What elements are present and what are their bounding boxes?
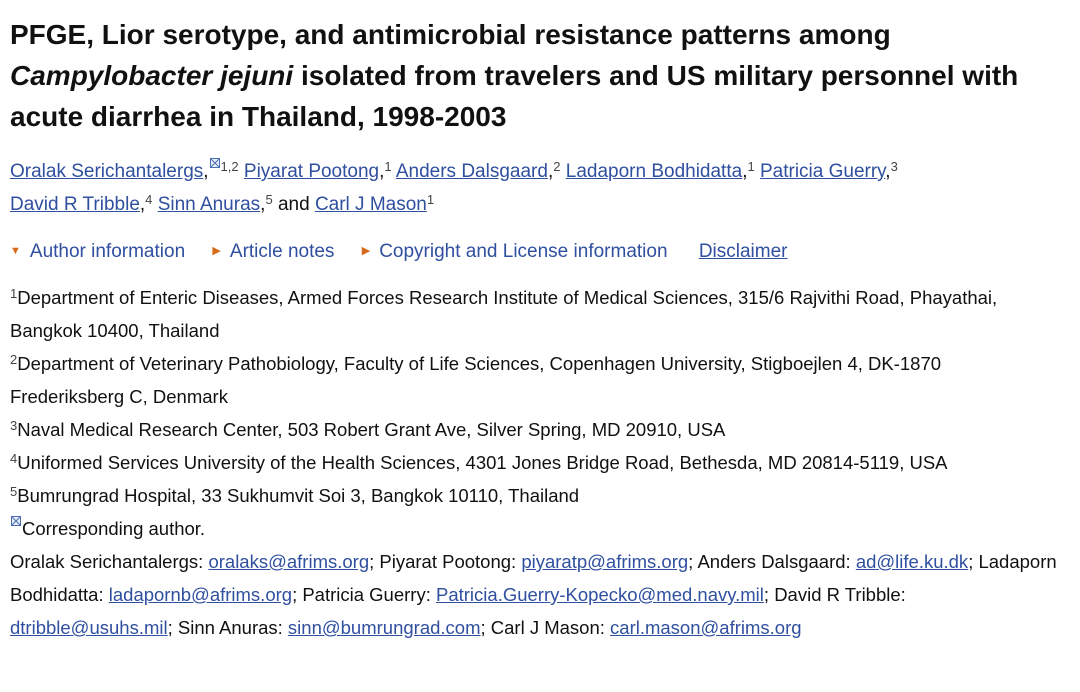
email-link[interactable]: dtribble@usuhs.mil [10, 617, 168, 638]
affiliation: $^1$Department of Enteric Diseases, Armed Forces Research Institute of Medical Sciences, 315/6 Rajvithi Road, Phayathai, Bangkok 10400, Thailand [10, 286, 998, 341]
title-part-2: isolated from travelers and US military personnel with acute diarrhea in Thailand, 1998-2003 [10, 60, 1019, 132]
affiliation: $^5$Bumrungrad Hospital, 33 Sukhumvit Soi 3, Bangkok 10110, Thailand [10, 484, 580, 506]
author-list: Oralak Serichantalergs, $^{1,2}$ Piyarat Pootong,$^1$ Anders Dalsgaard,$^2$ Ladaporn Bodhidatta,$^1$ Patricia Guerry,$^3$ David R Tribble,$^4$ Sinn Anuras,$^5$ and Carl J Mason$^1$ [10, 159, 898, 215]
affiliations-section [10, 281, 1070, 644]
email-link[interactable]: ladapornb@afrims.org [108, 584, 293, 605]
affiliation-number: 5 [10, 484, 18, 499]
article-title [10, 14, 1060, 137]
expand-triangle-right-icon: ▶ [212, 245, 221, 257]
mail-icon[interactable] [210, 158, 220, 168]
author-affil-sup: 1 [747, 159, 755, 174]
expand-triangle-right-icon: ▶ [361, 245, 371, 257]
author-link[interactable]: David R Tribble [10, 194, 140, 215]
affiliation-number: 2 [10, 352, 18, 367]
email-link[interactable]: sinn@bumrungrad.com [287, 617, 481, 638]
affiliation: $^2$Department of Veterinary Pathobiology, Faculty of Life Sciences, Copenhagen University, Stigboejlen 4, DK-1870 Frederiksberg C, Denmark [10, 352, 942, 407]
disclaimer-link[interactable]: Disclaimer [698, 241, 788, 262]
copyright-toggle[interactable]: ▶ Copyright and License information [362, 241, 668, 262]
affiliation-number: 1 [10, 286, 18, 301]
author-affil-sup: 4 [145, 192, 153, 207]
author-affil-sup: 2 [553, 159, 561, 174]
email-link[interactable]: Patricia.Guerry-Kopecko@med.navy.mil [436, 584, 764, 605]
affiliation: $^4$Uniformed Services University of the Health Sciences, 4301 Jones Bridge Road, Bethesda, MD 20814-5119, USA [10, 451, 948, 473]
author-link[interactable]: Sinn Anuras [157, 194, 261, 215]
author-link[interactable]: Oralak Serichantalergs [10, 161, 204, 182]
affiliation-number: 4 [10, 451, 18, 466]
author-link[interactable]: Carl J Mason [314, 194, 427, 215]
expand-triangle-down-icon: ▼ [10, 245, 21, 257]
mail-icon [11, 516, 21, 526]
title-part-1: PFGE, Lior serotype, and antimicrobial resistance patterns among [10, 19, 891, 50]
email-link[interactable]: piyaratp@afrims.org [521, 551, 689, 572]
author-affil-sup: 1 [384, 159, 392, 174]
affiliation-number: 3 [10, 418, 18, 433]
article-info-bar [10, 236, 1070, 267]
author-affil-sup: 1,2 [220, 159, 239, 174]
affiliation: $^3$Naval Medical Research Center, 503 Robert Grant Ave, Silver Spring, MD 20910, USA [10, 418, 726, 440]
email-link[interactable]: oralaks@afrims.org [208, 551, 370, 572]
author-link[interactable]: Patricia Guerry [759, 161, 886, 182]
title-species: Campylobacter jejuni [10, 60, 294, 91]
email-link[interactable]: carl.mason@afrims.org [610, 617, 802, 638]
author-info-toggle[interactable]: ▼ Author information [10, 241, 185, 262]
author-link[interactable]: Piyarat Pootong [243, 161, 380, 182]
article-notes-toggle[interactable]: ▶ Article notes [212, 241, 334, 262]
corresponding-note: Corresponding author. [10, 512, 1070, 545]
email-link[interactable]: ad@life.ku.dk [855, 551, 969, 572]
author-connector: and [277, 194, 310, 215]
author-link[interactable]: Ladaporn Bodhidatta [565, 161, 743, 182]
author-link[interactable]: Anders Dalsgaard [395, 161, 548, 182]
author-affil-sup: 3 [890, 159, 898, 174]
author-affil-sup: 5 [265, 192, 273, 207]
author-emails: Oralak Serichantalergs: oralaks@afrims.org; Piyarat Pootong: piyaratp@afrims.org; Anders Dalsgaard: ad@life.ku.dk; Ladaporn Bodhidatta: ladapornb@afrims.org; Patricia Guerry: Patricia.Guerry-Kopecko@med.navy.mil; David R Tribble: dtribble@usuhs.mil; Sinn Anuras: sinn@bumrungrad.com; Carl J Mason: carl.mason@afrims.org [10, 551, 1057, 638]
author-affil-sup: 1 [426, 192, 435, 207]
